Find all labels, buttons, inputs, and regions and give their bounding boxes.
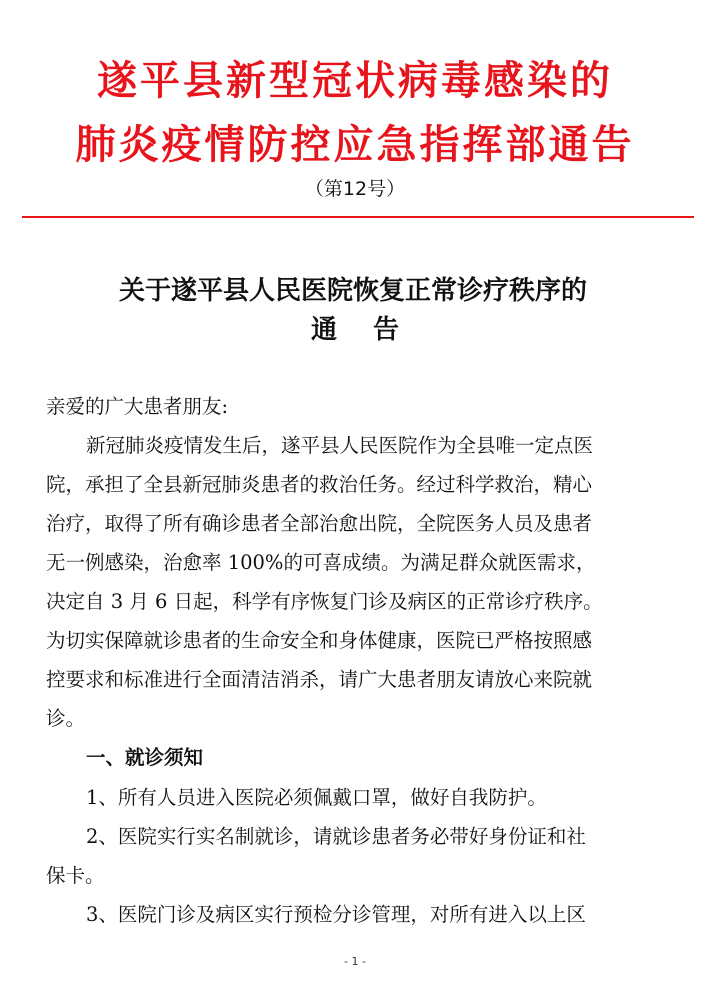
section-heading: 一、就诊须知 [86,746,204,769]
paragraph-line: 治疗，取得了所有确诊患者全部治愈出院，全院医务人员及患者 [46,512,593,535]
list-item: 2、医院实行实名制就诊，请就诊患者务必带好身份证和社 [86,825,586,848]
page-number: - 1 - [344,955,366,968]
paragraph-line: 院，承担了全县新冠肺炎患者的救治任务。经过科学救治，精心 [46,473,593,496]
paragraph-line: 决定自 3 月 6 日起，科学有序恢复门诊及病区的正常诊疗秩序。 [46,590,603,613]
list-item: 1、所有人员进入医院必须佩戴口罩，做好自我防护。 [86,786,547,809]
header-title-line-1: 遂平县新型冠状病毒感染的 [97,58,613,104]
paragraph-line: 新冠肺炎疫情发生后，遂平县人民医院作为全县唯一定点医 [86,434,594,457]
greeting: 亲爱的广大患者朋友: [46,395,229,418]
list-item: 3、医院门诊及病区实行预检分诊管理，对所有进入以上区 [86,903,586,926]
notice-title-line-1: 关于遂平县人民医院恢复正常诊疗秩序的 [118,276,587,306]
header-title-line-2: 肺炎疫情防控应急指挥部通告 [75,122,635,168]
red-divider-line [22,216,694,218]
paragraph-line: 控要求和标准进行全面清洁消杀，请广大患者朋友请放心来院就 [46,668,593,691]
paragraph-line: 无一例感染，治愈率 100%的可喜成绩。为满足群众就医需求， [46,551,596,574]
paragraph-line: 为切实保障就诊患者的生命安全和身体健康，医院已严格按照感 [46,629,593,652]
paragraph-line: 诊。 [46,707,86,730]
notice-title-line-2: 通告 [310,315,435,345]
document-number: （第12号） [304,178,406,200]
list-item: 保卡。 [46,864,105,887]
